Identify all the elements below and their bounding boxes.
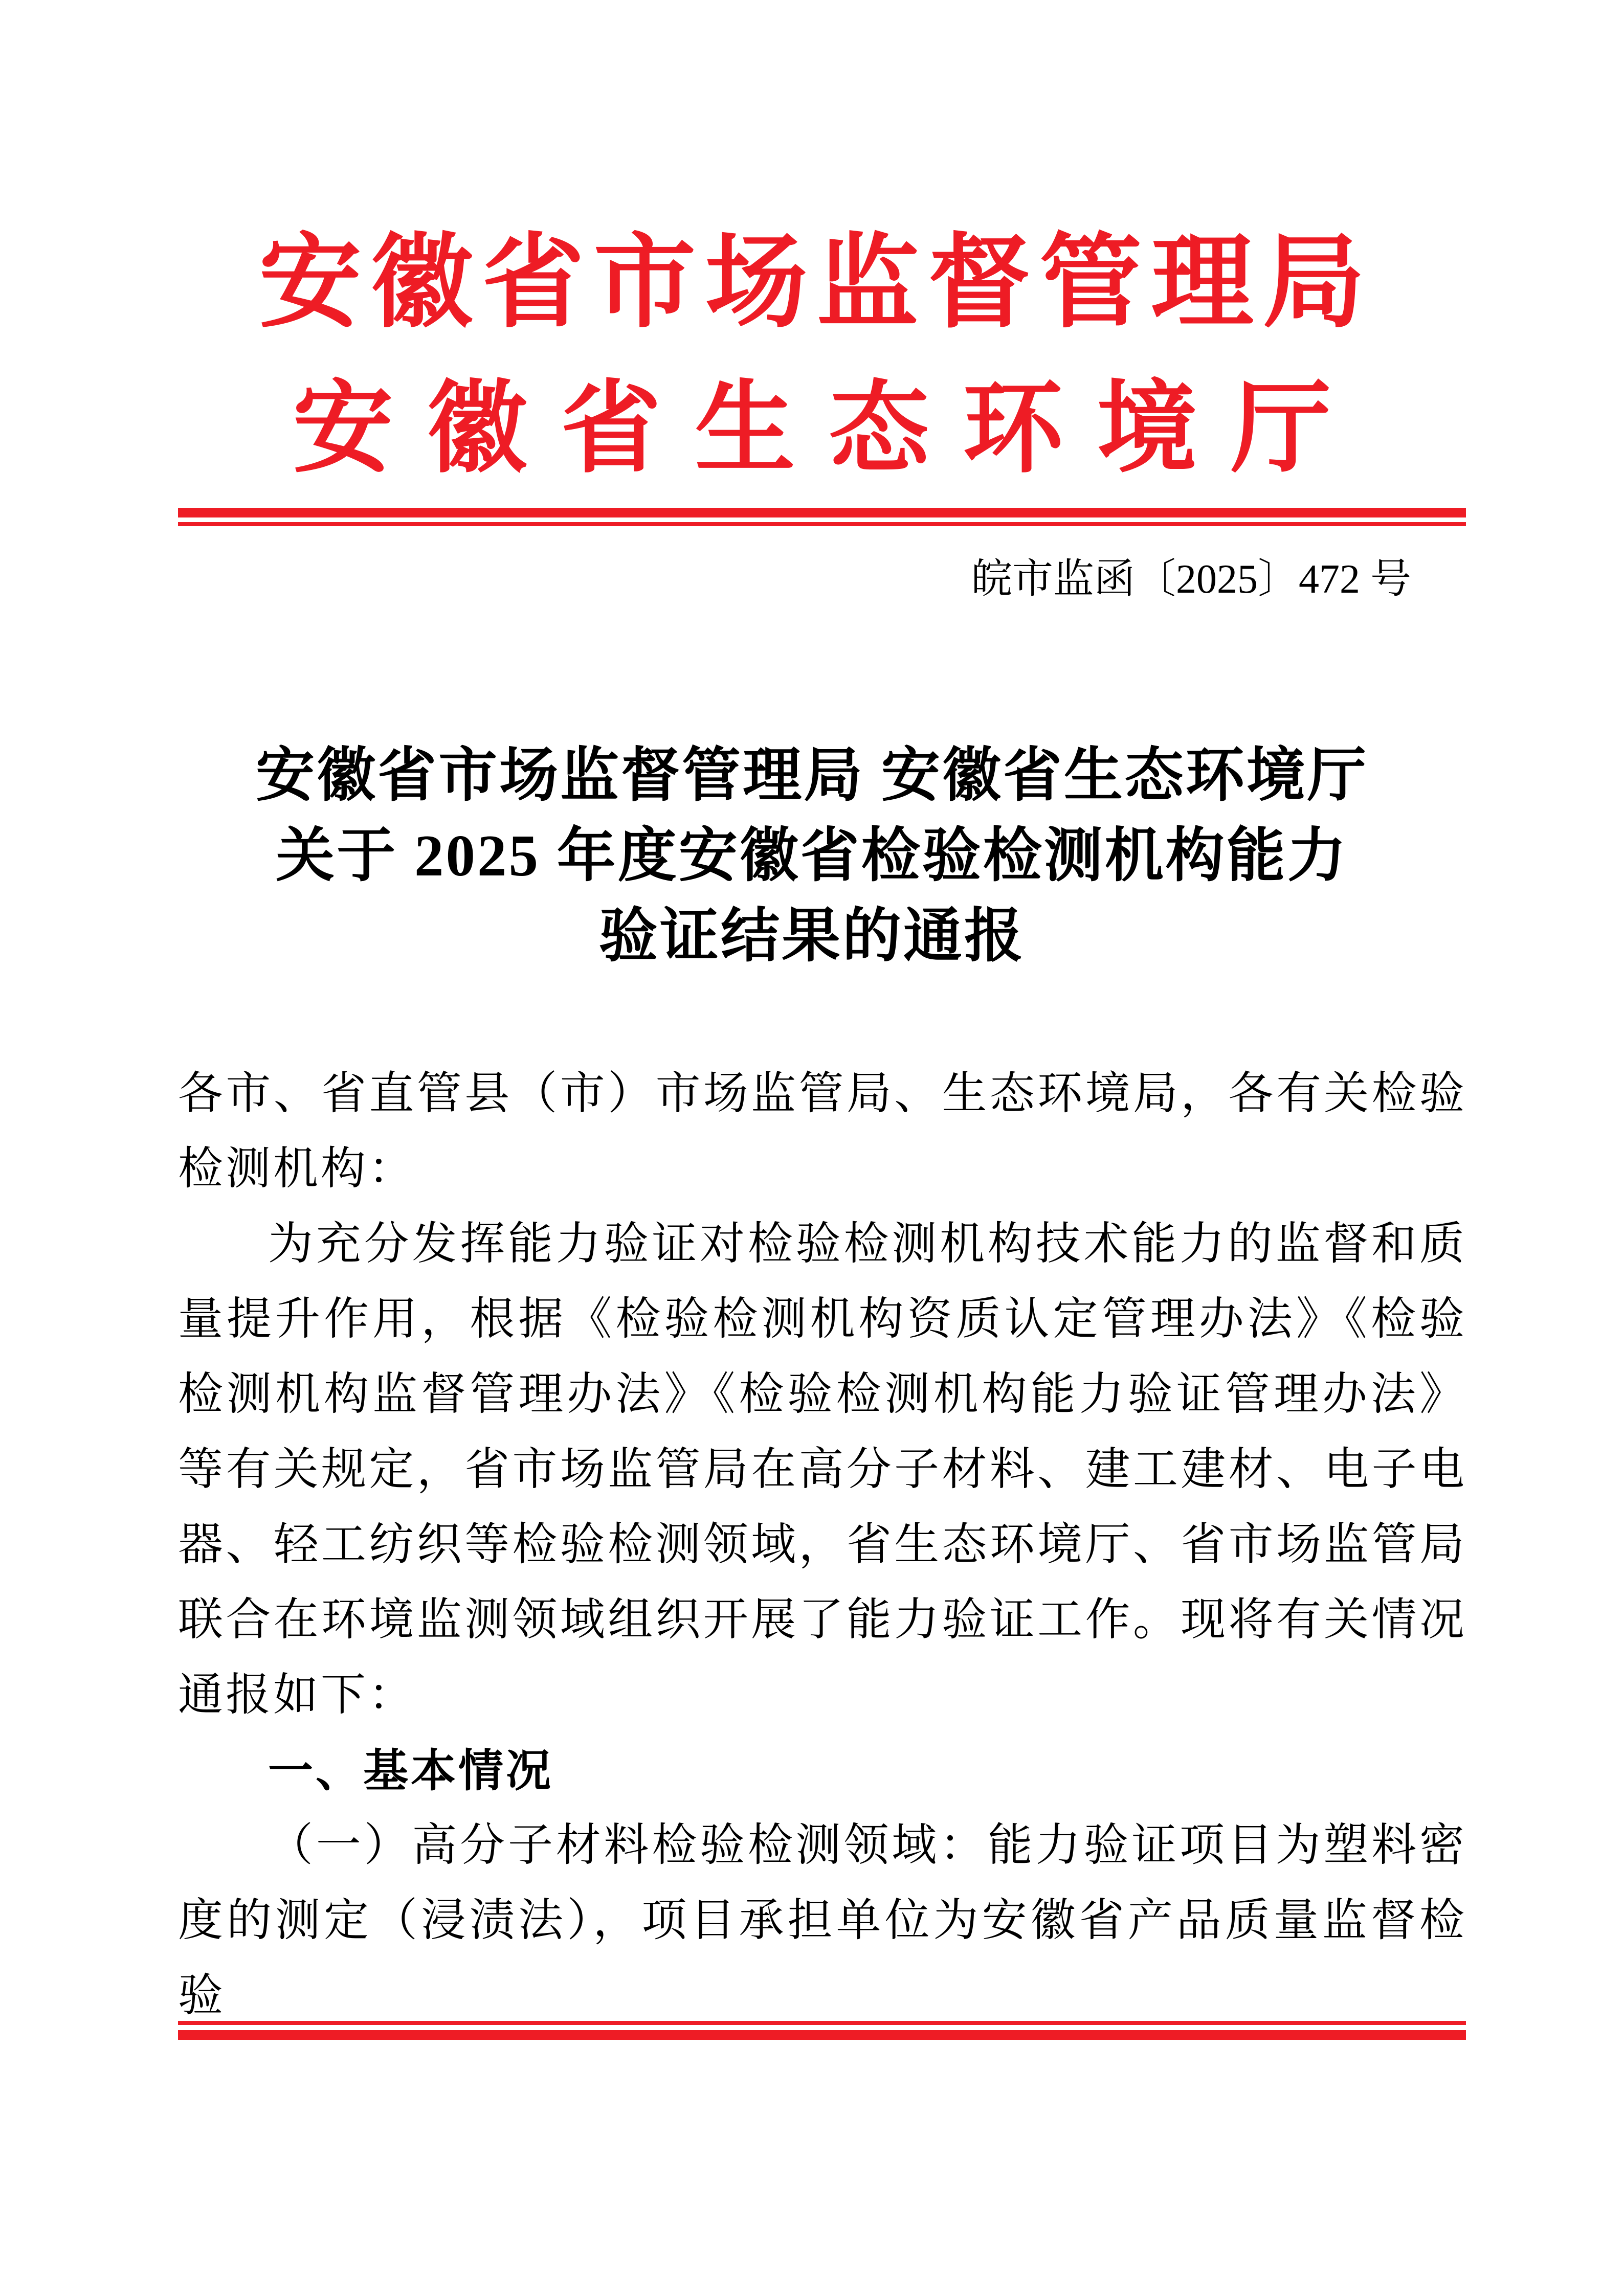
header-separator — [178, 508, 1466, 526]
section-heading-1: 一、基本情况 — [268, 1745, 554, 1796]
document-body — [178, 1056, 1467, 2034]
header-separator-thin-rule — [178, 522, 1466, 526]
doc-number: 皖市监函〔2025〕472 号 — [971, 557, 1411, 602]
header-separator-thick-rule — [178, 508, 1466, 517]
salutation: 各市、省直管县（市）市场监管局、生态环境局，各有关检验检测机构： — [178, 1069, 1467, 1194]
footer-separator — [178, 2021, 1466, 2040]
footer-separator-thin-rule — [178, 2021, 1466, 2025]
footer-separator-thick-rule — [178, 2030, 1466, 2040]
doc-title-line1: 安徽省市场监督管理局 安徽省生态环境厅 — [256, 743, 1368, 808]
doc-title-line3: 验证结果的通报 — [598, 904, 1025, 969]
paragraph-2: （一）高分子材料检验检测领域：能力验证项目为塑料密度的测定（浸渍法），项目承担单位为安徽省产品质量监督检验 — [178, 1821, 1467, 2021]
header-org-line1: 安徽省市场监督管理局 — [259, 227, 1374, 340]
doc-title-line2: 关于 2025 年度安徽省检验检测机构能力 — [276, 823, 1348, 888]
header-org-line2: 安徽省生态环境厅 — [293, 374, 1365, 485]
paragraph-1: 为充分发挥能力验证对检验检测机构技术能力的监督和质量提升作用，根据《检验检测机构资质认定管理办法》《检验检测机构监督管理办法》《检验检测机构能力验证管理办法》等有关规定，省市场监管局在高分子材料、建工建材、电子电器、轻工纺织等检验检测领域，省生态环境厅、省市场监管局联合在环境监测领域组织开展了能力验证工作。现将有关情况通报如下： — [178, 1220, 1467, 1720]
doc-title — [0, 735, 1624, 976]
